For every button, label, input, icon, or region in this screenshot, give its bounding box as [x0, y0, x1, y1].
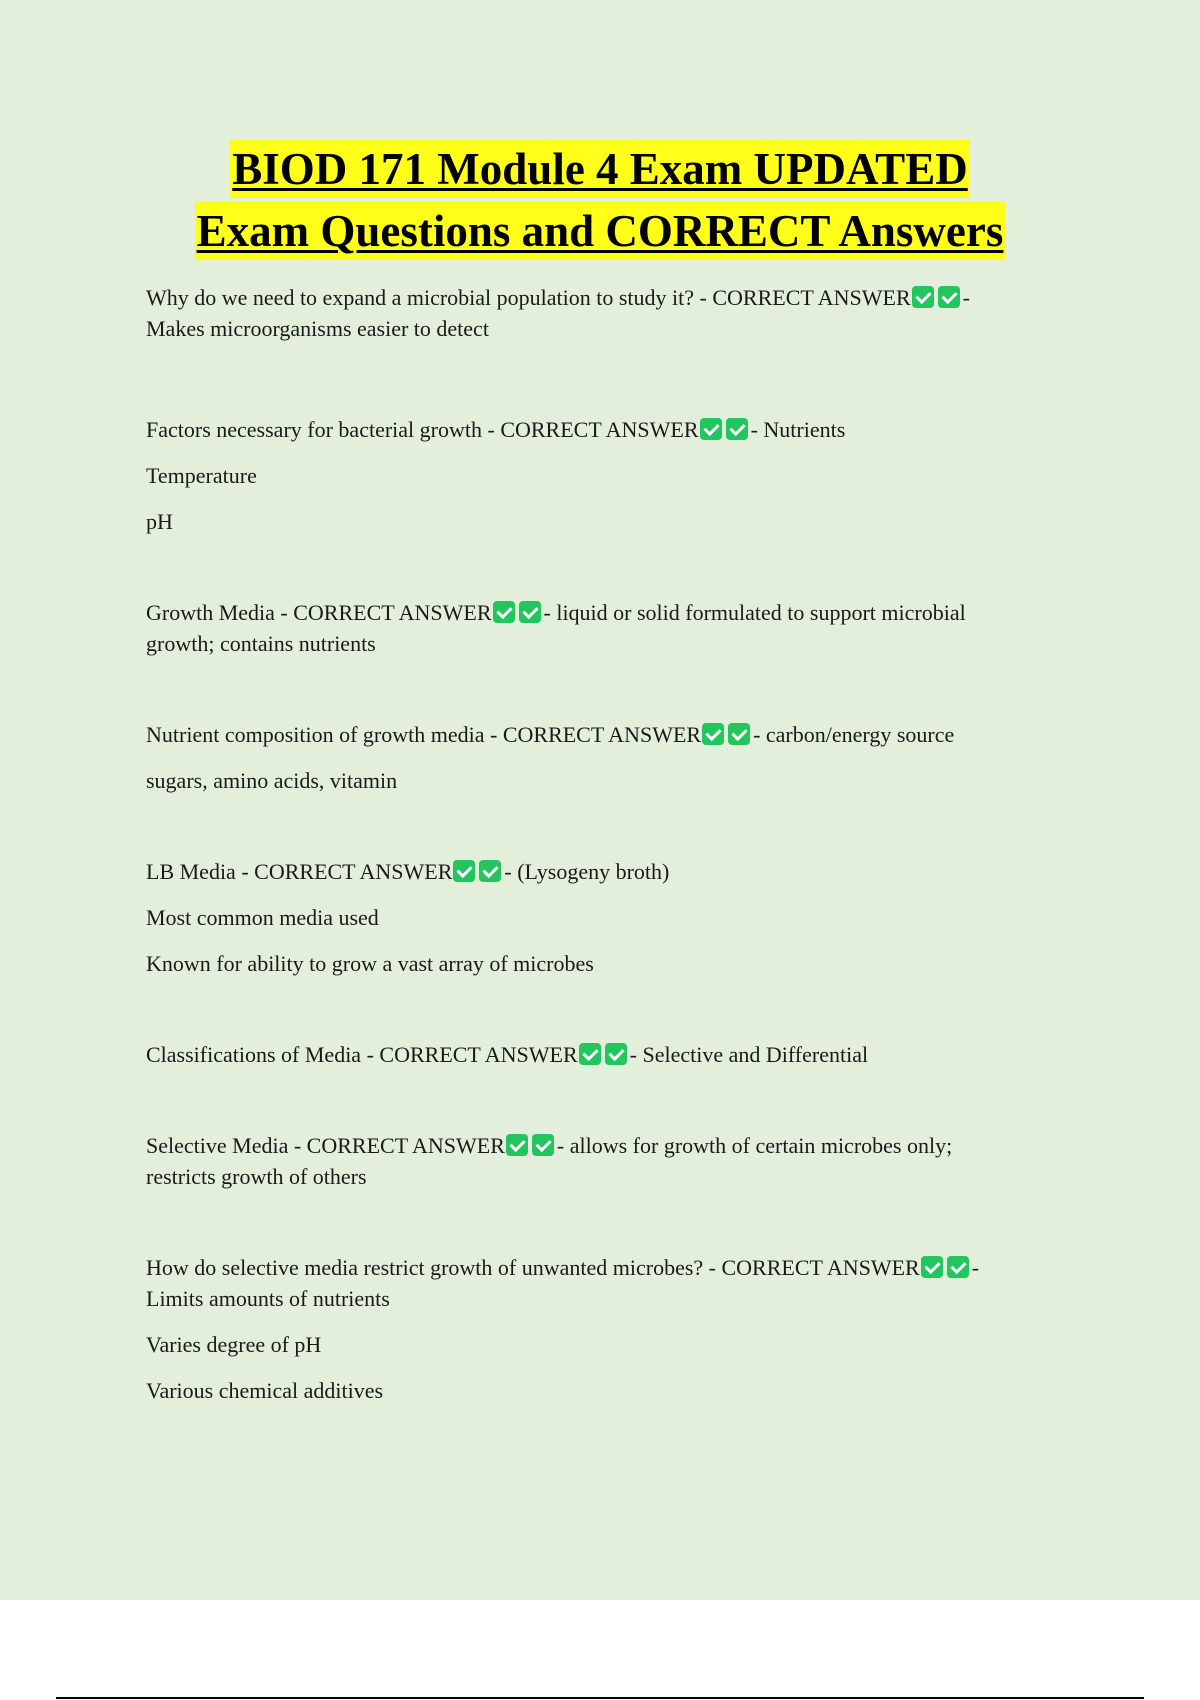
qa-item	[146, 1130, 1076, 1192]
check-mark-icon	[493, 601, 515, 623]
check-mark-icon	[912, 286, 934, 308]
qa-item	[146, 1039, 1076, 1070]
check-mark-icon	[532, 1134, 554, 1156]
answer-extra-line: Most common media used	[146, 905, 379, 930]
qa-first-line	[146, 1130, 1076, 1161]
check-mark-icon	[700, 418, 722, 440]
answer-text: - (Lysogeny broth)	[504, 859, 670, 884]
answer-marker: CORRECT ANSWER	[721, 1255, 920, 1280]
answer-marker: CORRECT ANSWER	[254, 859, 453, 884]
check-mark-icon	[519, 601, 541, 623]
question-text: LB Media -	[146, 859, 255, 884]
check-mark-icon	[728, 723, 750, 745]
answer-text: - carbon/energy source	[753, 722, 955, 747]
question-text: How do selective media restrict growth of unwanted microbes? -	[146, 1255, 722, 1280]
answer-extra-line: Known for ability to grow a vast array of microbes	[146, 951, 594, 976]
answer-extra-line: Temperature	[146, 463, 257, 488]
document-title	[0, 140, 1200, 264]
answer-continuation: growth; contains nutrients	[146, 631, 376, 656]
answer-marker: CORRECT ANSWER	[379, 1042, 578, 1067]
qa-first-line	[146, 282, 1076, 313]
footer-rule	[56, 1697, 1144, 1699]
answer-extra-line: pH	[146, 509, 173, 534]
check-mark-icon	[947, 1256, 969, 1278]
answer-extra-line: Various chemical additives	[146, 1378, 384, 1403]
check-mark-icon	[453, 860, 475, 882]
question-text: Factors necessary for bacterial growth -	[146, 417, 501, 442]
answer-text: -	[971, 1255, 980, 1280]
check-mark-icon	[479, 860, 501, 882]
answer-marker: CORRECT ANSWER	[306, 1133, 505, 1158]
check-mark-icon	[579, 1043, 601, 1065]
answer-extra-line: sugars, amino acids, vitamin	[146, 768, 398, 793]
answer-text: - liquid or solid formulated to support microbial	[543, 600, 966, 625]
title-line-1: BIOD 171 Module 4 Exam UPDATED	[230, 140, 969, 198]
check-mark-icon	[938, 286, 960, 308]
check-mark-icon	[605, 1043, 627, 1065]
question-text: Why do we need to expand a microbial population to study it? -	[146, 285, 713, 310]
qa-item	[146, 856, 1076, 979]
answer-continuation: Limits amounts of nutrients	[146, 1286, 390, 1311]
qa-first-line	[146, 719, 1076, 750]
question-text: Growth Media -	[146, 600, 294, 625]
question-text: Selective Media -	[146, 1133, 307, 1158]
answer-marker: CORRECT ANSWER	[293, 600, 492, 625]
answer-marker: CORRECT ANSWER	[712, 285, 911, 310]
check-mark-icon	[506, 1134, 528, 1156]
answer-text: -	[962, 285, 970, 310]
check-mark-icon	[921, 1256, 943, 1278]
qa-item	[146, 282, 1076, 344]
qa-first-line	[146, 414, 1076, 445]
answer-text: - Nutrients	[750, 417, 846, 442]
title-line-2: Exam Questions and CORRECT Answers	[195, 202, 1006, 260]
qa-first-line	[146, 856, 1076, 887]
qa-first-line	[146, 1252, 1076, 1283]
qa-first-line	[146, 1039, 1076, 1070]
qa-list	[146, 282, 1076, 1406]
answer-marker: CORRECT ANSWER	[500, 417, 699, 442]
qa-item	[146, 414, 1076, 537]
answer-continuation: restricts growth of others	[146, 1164, 367, 1189]
answer-text: - Selective and Differential	[629, 1042, 869, 1067]
qa-item	[146, 719, 1076, 796]
check-mark-icon	[702, 723, 724, 745]
check-mark-icon	[726, 418, 748, 440]
qa-item	[146, 1252, 1076, 1406]
qa-first-line	[146, 597, 1076, 628]
answer-extra-line: Varies degree of pH	[146, 1332, 322, 1357]
answer-marker: CORRECT ANSWER	[502, 722, 702, 747]
question-text: Nutrient composition of growth media -	[146, 722, 503, 747]
answer-continuation: Makes microorganisms easier to detect	[146, 316, 489, 341]
qa-item	[146, 597, 1076, 659]
question-text: Classifications of Media -	[146, 1042, 380, 1067]
answer-text: - allows for growth of certain microbes only;	[556, 1133, 953, 1158]
